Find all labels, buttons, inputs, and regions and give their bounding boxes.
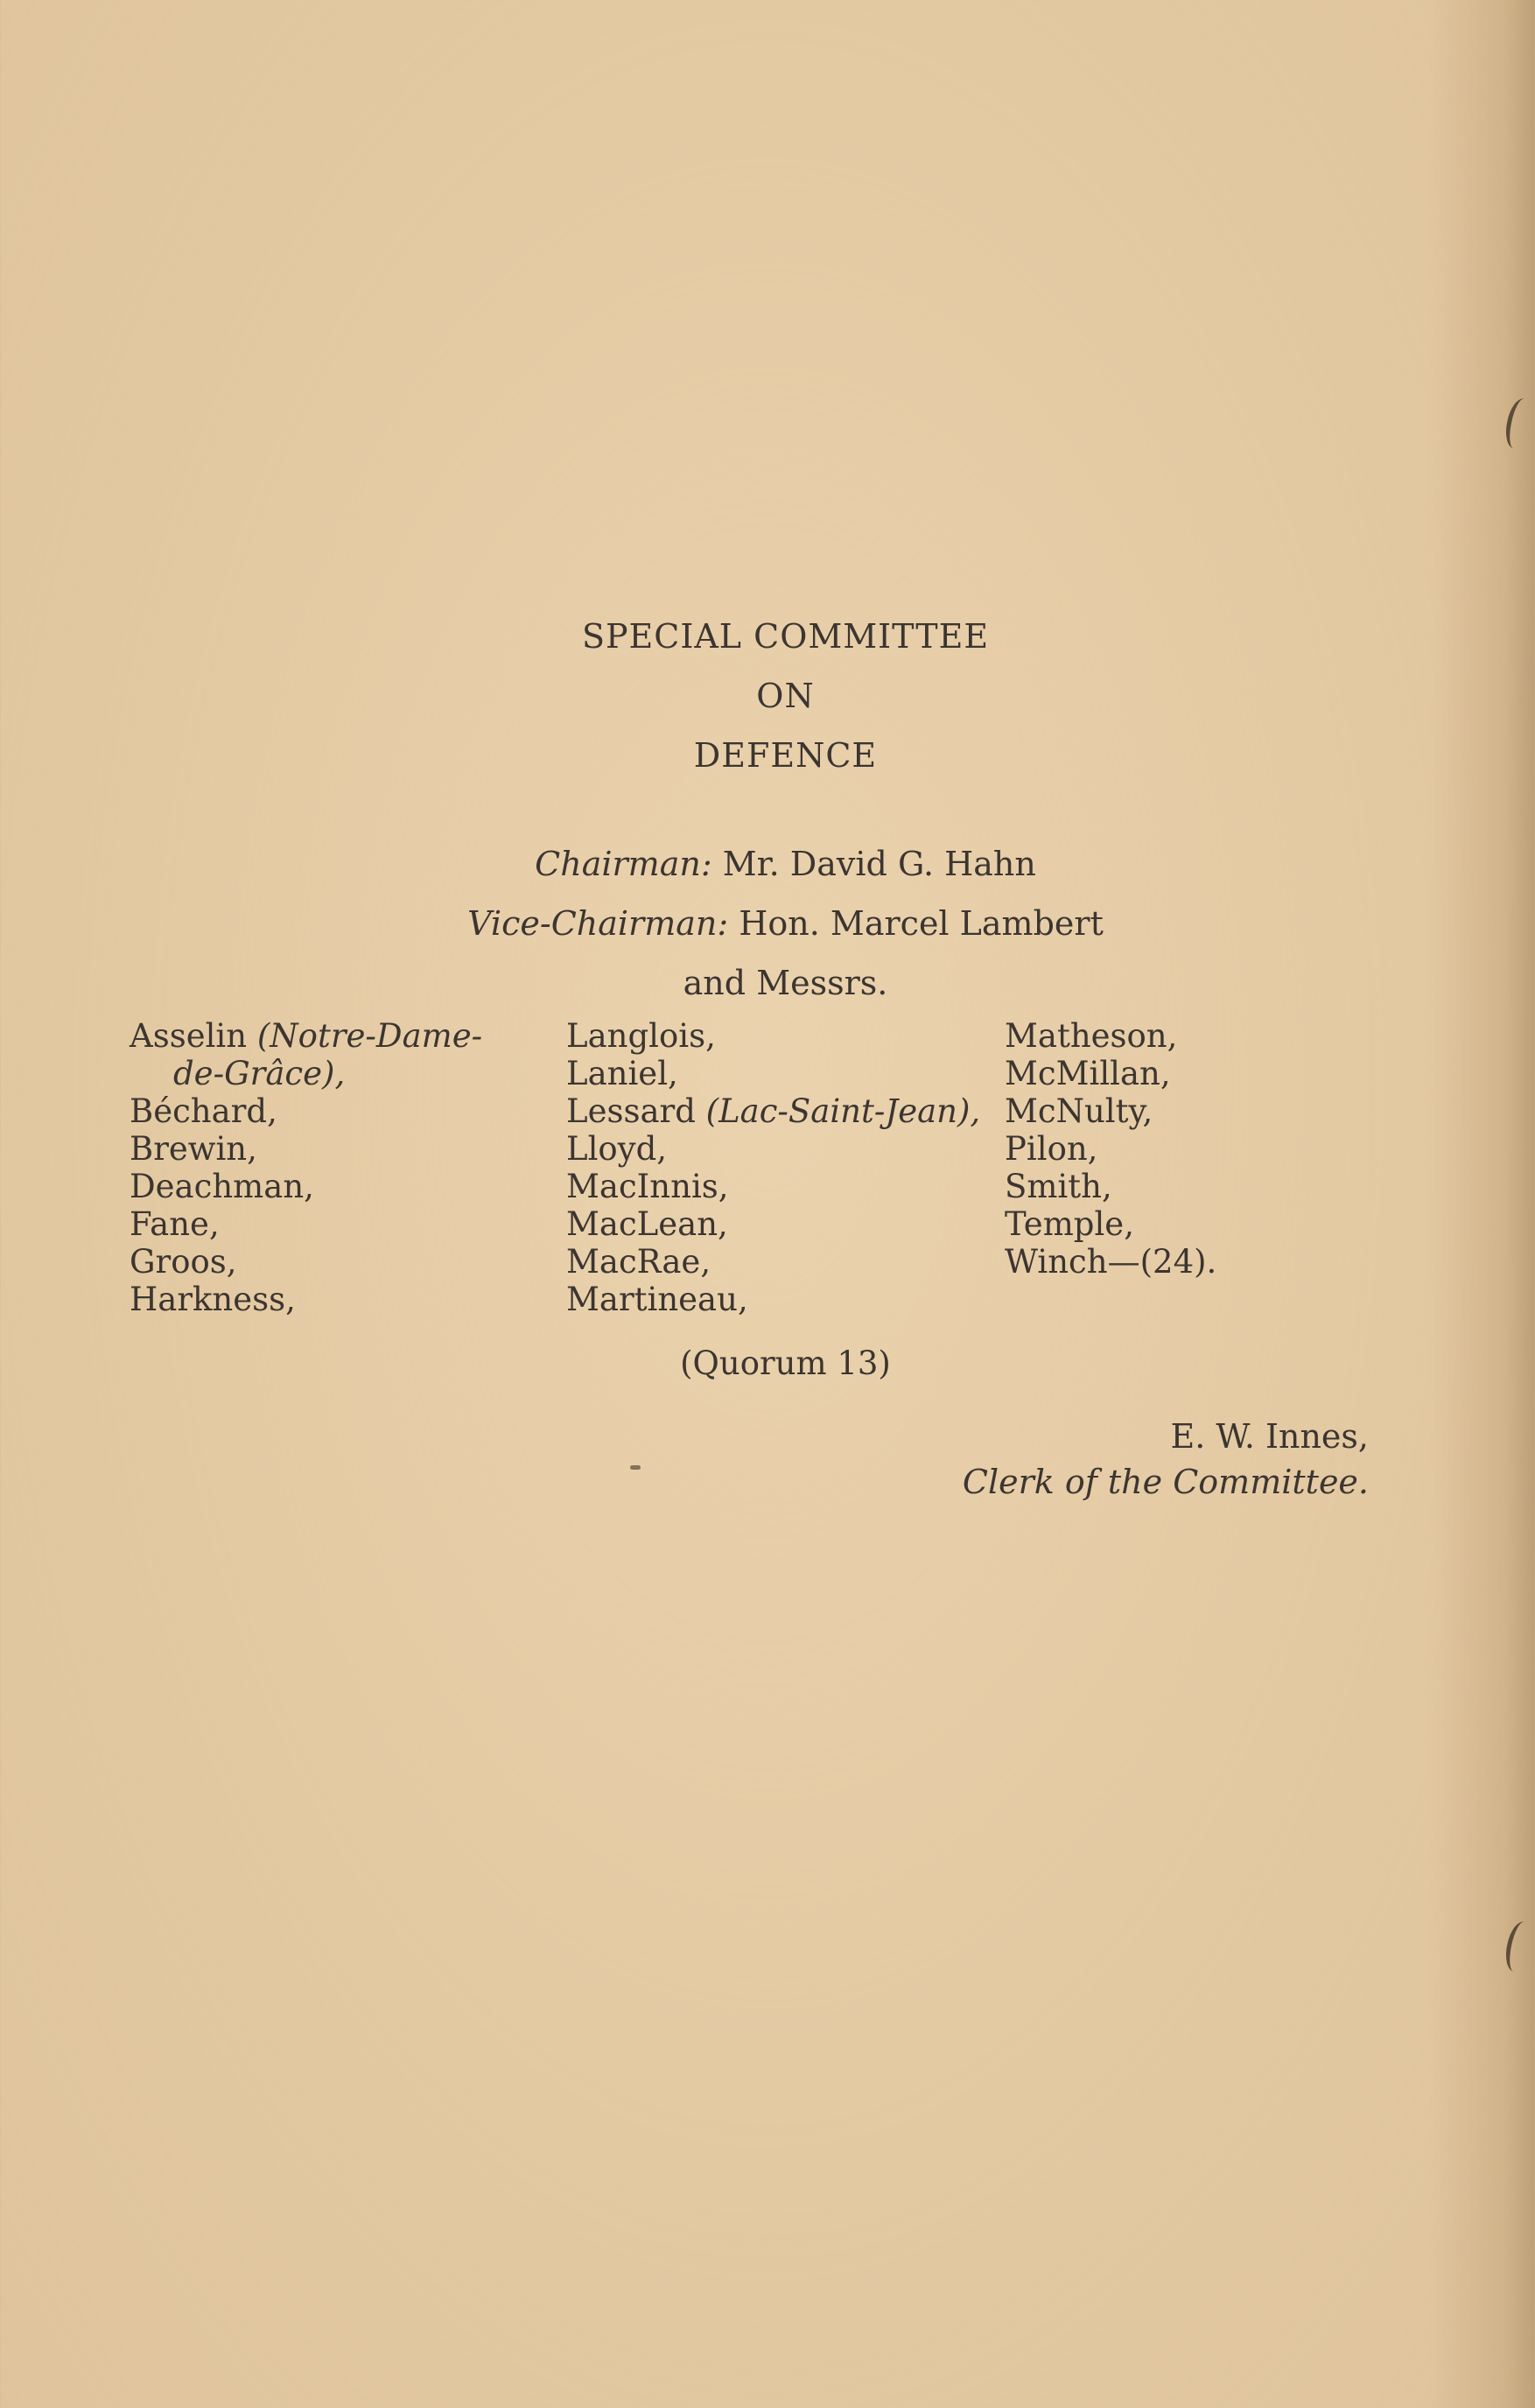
member-name: Temple, [1005,1205,1134,1243]
member-entry [566,1243,980,1281]
members-column-2 [566,1017,980,1318]
member-entry [1005,1243,1216,1281]
member-name: Lloyd, [566,1130,668,1168]
member-riding: (Lac-Saint-Jean), [705,1092,981,1130]
member-entry [566,1281,980,1318]
members-column-1 [130,1017,482,1318]
member-entry [1005,1168,1216,1205]
binding-hole-mark [1502,397,1535,451]
member-entry [1005,1017,1216,1055]
committee-title-line-1: SPECIAL COMMITTEE [581,617,990,656]
member-entry [130,1281,482,1318]
member-entry [566,1205,980,1243]
member-name: Laniel, [566,1055,678,1092]
vice-chairman-line [0,904,1535,943]
clerk-name: E. W. Innes, [1170,1417,1369,1456]
member-entry [1005,1205,1216,1243]
signature-block [963,1414,1369,1505]
member-name: Asselin [130,1017,248,1055]
member-entry [130,1017,482,1055]
member-name: MacLean, [566,1205,728,1243]
member-name: Winch—(24). [1005,1243,1217,1281]
member-riding: de-Grâce), [173,1055,346,1092]
member-entry [130,1205,482,1243]
member-riding: (Notre-Dame- [256,1017,483,1055]
member-entry [130,1130,482,1168]
quorum-note: (Quorum 13) [680,1344,891,1382]
member-entry [1005,1092,1216,1130]
member-name: Pilon, [1005,1130,1098,1168]
member-entry [1005,1130,1216,1168]
member-name: Deachman, [130,1168,314,1205]
members-column-3 [1005,1017,1216,1281]
member-name: MacInnis, [566,1168,729,1205]
vice-chairman-name: Hon. Marcel Lambert [739,904,1104,943]
member-name: Matheson, [1005,1017,1178,1055]
member-entry [566,1168,980,1205]
chairman-label: Chairman: [535,845,712,883]
member-entry [566,1055,980,1092]
and-messrs-line: and Messrs. [683,964,888,1002]
member-name: McNulty, [1005,1092,1153,1130]
member-entry [130,1055,482,1092]
member-name: Lessard [566,1092,696,1130]
member-entry [130,1168,482,1205]
chairman-line [0,845,1535,883]
member-name: Groos, [130,1243,237,1281]
member-name: Brewin, [130,1130,257,1168]
member-name: MacRae, [566,1243,711,1281]
member-entry [130,1092,482,1130]
member-entry [566,1130,980,1168]
clerk-title: Clerk of the Committee. [962,1463,1369,1501]
committee-title-line-2: ON [756,677,815,715]
member-entry [130,1243,482,1281]
member-name: Martineau, [566,1281,748,1318]
member-name: Harkness, [130,1281,296,1318]
member-name: Fane, [130,1205,220,1243]
member-name: Langlois, [566,1017,716,1055]
member-entry [566,1017,980,1055]
vice-chairman-label: Vice-Chairman: [467,904,729,943]
chairman-name: Mr. David G. Hahn [722,845,1036,883]
member-name: Béchard, [130,1092,277,1130]
binding-hole-mark [1502,1920,1535,1974]
member-name: Smith, [1005,1168,1112,1205]
member-entry [566,1092,980,1130]
committee-title-line-3: DEFENCE [693,736,878,775]
member-name: McMillan, [1005,1055,1171,1092]
ink-speck [630,1465,641,1470]
member-entry [1005,1055,1216,1092]
